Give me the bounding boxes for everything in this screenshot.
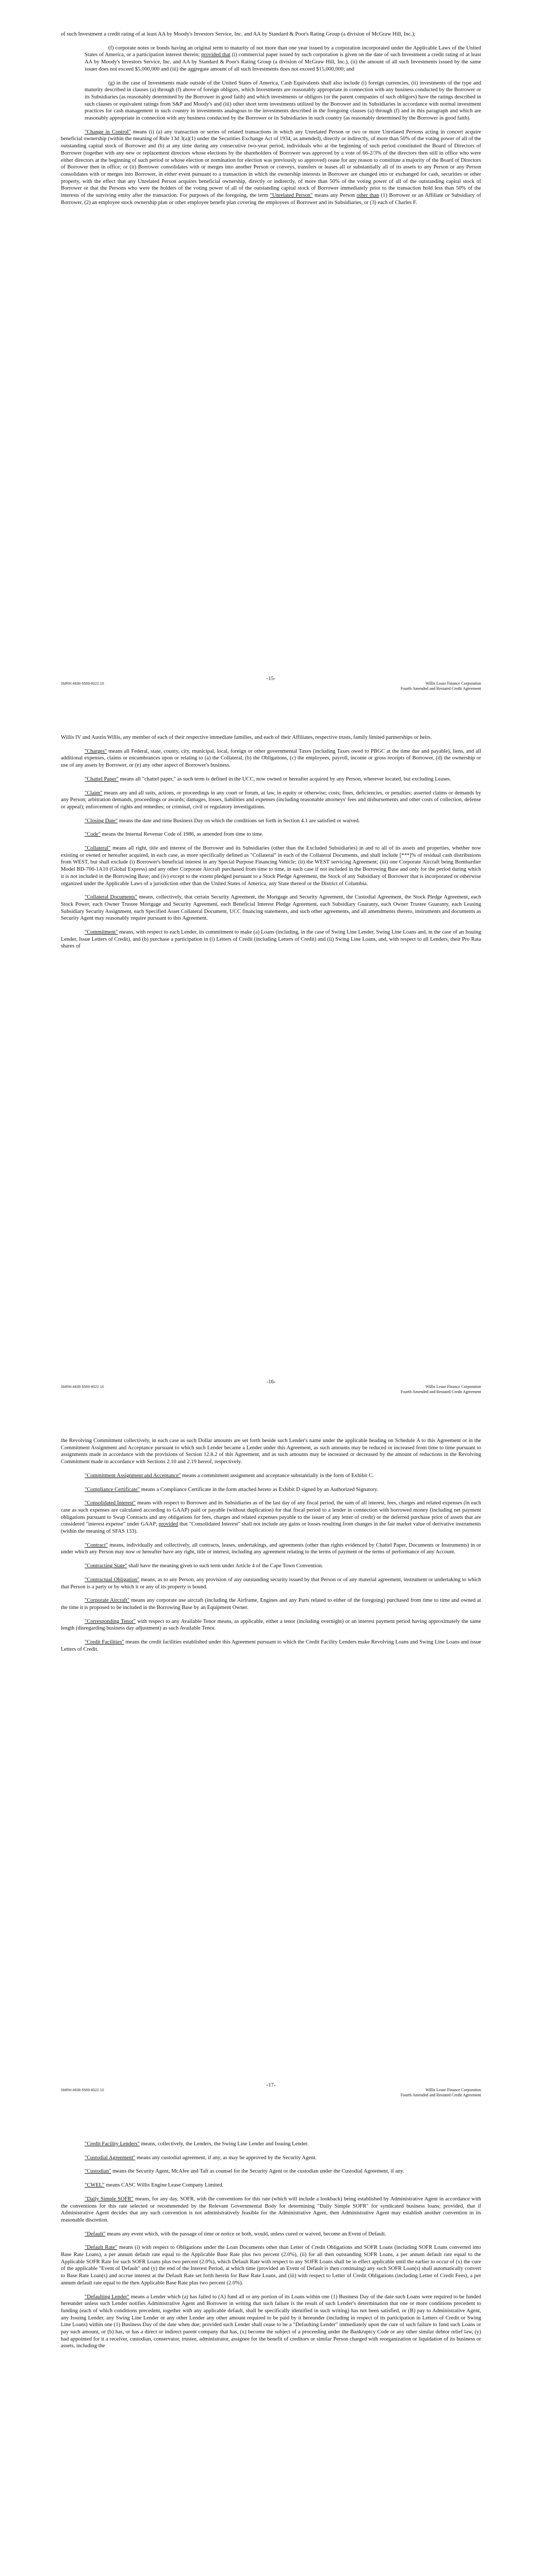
- definition-chattel-paper: "Chattel Paper" means all "chattel paper," as such term is defined in the UCC, now owned or hereafter acquired by any Person, wherever located, but excluding Leases.: [85, 776, 451, 782]
- footer-company-block: Willis Lease Finance Corporation Fourth Amended and Restated Credit Agreement: [400, 2088, 481, 2097]
- definition-consolidated-interest: "Consolidated Interest" means with respect to Borrower and its Subsidiaries as of the last day of any fiscal period, the sum of all interest, fees, charges and related expenses (in each case as such expenses are calculated according to GAAP) paid or payable (without duplication) for that fiscal period to a lender in connection with borrowed money (including net payment obligations pursuant to Swap Contracts and any obligations for fees, charges and related expenses payable to the issuer of any letter of credit) or the deferred purchase price of assets that are considered "interest expense" under GAAP; provided that "Consolidated Interest" shall not include any gains or losses resulting from changes in the fair market value of derivative instruments (within the meaning of SFAS 133).: [61, 1500, 481, 1535]
- definition-custodial-agreement: "Custodial Agreement" means any custodial agreement, if any, as may be approved by the Security Agent.: [85, 2155, 317, 2161]
- footer-company-block: Willis Lease Finance Corporation Fourth Amended and Restated Credit Agreement: [400, 681, 481, 691]
- definition-charges: "Charges" means all Federal, state, county, city, municipal, local, foreign or other governmental Taxes (including Taxes owed to PBGC at the time due and payable), liens, and all additional expenses, claims or encumbrances upon or relating to (a) the Collateral, (b) the Obligations, (c) the employees, payroll, income or gross receipts of Borrower, (d) the ownership or use of any assets by Borrower, or (e) any other aspect of Borrower's business.: [61, 748, 481, 769]
- definition-corporate-aircraft: "Corporate Aircraft" means any corporate use aircraft (including the Airframe, Engines and any Parts related to either of the foregoing) purchased from time to time and owned at the time it is proposed to be included in the Borrowing Base by an Equipment Owner.: [61, 1598, 481, 1611]
- page-footer: [61, 1379, 481, 1395]
- clause-f: (f) corporate notes or bonds having an original term to maturity of not more than one year issued by a corporation incorporated under the Applicable Laws of the United States of America, or a participation interest therein; provided that (i) commercial paper issued by such corporation is given on the date of such Investment a credit rating of at least AA by Moody's Investors Service, Inc. and AA by Standard & Poor's Rating Group (a division of McGraw Hill, Inc.), (ii) the amount of all such Investments issued by the same issuer does not exceed $5,000,000 and (iii) the aggregate amount of all such Investments does not exceed $15,000,000; and: [85, 45, 481, 72]
- definition-corresponding-tenor: "Corresponding Tenor" with respect to any Available Tenor means, as applicable, either a tenor (including overnight) or an interest payment period having approximately the same length (disregarding business day adjustment) as such Available Tenor.: [61, 1618, 481, 1632]
- definition-contracting-state: "Contracting State" shall have the meaning given to such term under Article 4 of the Cape Town Convention.: [85, 1563, 323, 1569]
- definition-contract: "Contract" means, individually and collectively, all contracts, leases, undertakings, and agreements (other than rights evidenced by Chattel Paper, Documents or Instruments) in or under which any Person may now or hereafter have any right, title or interest, including any agreement relating to the terms of payment or the terms of performance of any Account.: [61, 1542, 481, 1555]
- definition-cwel: "CWEL" means CASC Willis Engine Lease Company Limited.: [85, 2182, 224, 2189]
- definition-collateral: "Collateral" means all right, title and interest of the Borrower and its Subsidiaries (other than the Excluded Subsidiaries) in and to all of its assets and properties, whether now existing or owned or hereafter acquired, in each case, as more specifically defined as "Collateral" in each of the Collateral Documents, and shall include [***]% of residual cash distributions from WEST, but shall exclude (i) Borrower's beneficial interest in any Special Purpose Financing Vehicle; (ii) the WEST servicing Agreement; (iii) one Corporate Aircraft being Bombardier Model BD-700-1A10 (Global Express) and any other Corporate Aircraft purchased from time to time, in each case if not included in the Borrowing Base and only for the period during which it is not included in the Borrowing Base; and (iv) except to the extent pledged pursuant to a Stock Pledge Agreement, the Stock of any Subsidiary of Borrower that is incorporated or otherwise organized under the Applicable Laws of a jurisdiction other than the United States of America, any State thereof or the District of Columbia.: [61, 845, 481, 887]
- definition-claim: "Claim" means any and all suits, actions, or proceedings in any court or forum, at law, in equity or otherwise; costs; fines, deficiencies, or penalties; asserted claims or demands by any Person; arbitration demands, proceedings or awards; damages, losses, liabilities and expenses (including reasonable attorneys' fees and disbursements and other costs of collection, defense or appeal); enforcement of rights and remedies; or criminal, civil or regulatory investigations.: [61, 790, 481, 810]
- definition-commitment: "Commitment" means, with respect to each Lender, its commitment to make (a) Loans (including, in the case of Swing Line Lender, Swing Line Loans and, in the case of an Issuing Lender, Issue Letters of Credit), and (b) purchase a participation in (i) Letters of Credit (including Letters of Credit) and (ii) Swing Line Loans, and, with respect to all Lenders, their Pro Rata shares of: [61, 929, 481, 950]
- page-number: -16-: [266, 1379, 276, 1385]
- footer-company-block: Willis Lease Finance Corporation Fourth Amended and Restated Credit Agreement: [400, 1384, 481, 1394]
- definition-commitment-assignment: "Commitment Assignment and Acceptance" means a commitment assignment and acceptance substantially in the form of Exhibit C.: [85, 1472, 374, 1479]
- definition-compliance-certificate: "Compliance Certificate" means a Compliance Certificate in the form attached hereto as Exhibit D signed by an Authorized Signatory.: [85, 1486, 378, 1493]
- definition-default: "Default" means any event which, with the passage of time or notice or both, would, unless cured or waived, become an Event of Default.: [85, 2231, 386, 2237]
- paragraph: of such Investment a credit rating of at least AA by Moody's Investors Service, Inc. and AA by Standard & Poor's Rating Group (a division of McGraw Hill, Inc.);: [61, 31, 416, 37]
- page-footer: [61, 2082, 481, 2098]
- page-number: -17-: [266, 2082, 276, 2088]
- definition-closing-date: "Closing Date" means the date and time Business Day on which the conditions set forth in Section 4.1 are satisfied or waived.: [85, 818, 360, 824]
- page-16: [0, 703, 544, 1406]
- page-15: [0, 0, 544, 703]
- doc-id: SMRH:4838-5569-8022.10: [61, 682, 104, 686]
- definition-credit-facility-lenders: "Credit Facility Lenders" means, collectively, the Lenders, the Swing Line Lender and Issuing Lender.: [85, 2141, 309, 2147]
- doc-id: SMRH:4838-5569-8022.10: [61, 2089, 104, 2092]
- page-17: [0, 1406, 544, 2110]
- paragraph: the Revolving Commitment collectively, in each case as such Dollar amounts are set forth beside such Lender's name under the applicable heading on Schedule A to this Agreement or in the Commitment Assignment and Acceptance pursuant to which such Lender became a Lender under this Agreement, as such amounts may be reduced or increased from time to time pursuant to assignments made in accordance with the provisions of Section 12.8.2 of this Agreement, and as such amounts may be increased or decreased by the amount of reductions in the Revolving Commitment made in accordance with Sections 2.10 and 2.19 hereof, respectively.: [61, 1438, 481, 1465]
- definition-contractual-obligation: "Contractual Obligation" means, as to any Person, any provision of any outstanding security issued by that Person or of any material agreement, instrument or undertaking to which that Person is a party or by which it or any of its property is bound.: [61, 1577, 481, 1590]
- definition-defaulting-lender: "Defaulting Lender" means a Lender which (a) has failed to (A) fund all or any portion of its Loans within one (1) Business Day of the date such Loans were required to be funded hereunder unless such Lender notifies Administrative Agent and Borrower in writing that such failure is the result of such Lender's determination that one or more conditions precedent to funding (each of which conditions precedent, together with any applicable default, shall be specifically identified in such writing) has not been satisfied, or (B) pay to Administrative Agent, any Issuing Lender, any Swing Line Lender or any other Lender any other amount required to be paid by it hereunder (including in respect of its participation in Letters of Credit or Swing Line Loans) within one (1) Business Day of the date when due; provided such Lender shall cease to be a "Defaulting Lender" immediately upon the cure of such failure to fund such Loans or pay such amount, or (b) has, or has a direct or indirect parent company that has, (x) become the subject of a proceeding under the Bankruptcy Code or any other similar debtor relief law, (y) had appointed for it a receiver, custodian, conservator, trustee, administrator, assignee for the benefit of creditors or similar Person charged with reorganization or liquidation of its business or assets, including the: [61, 2294, 481, 2349]
- page-footer: [61, 676, 481, 691]
- doc-id: SMRH:4838-5569-8022.10: [61, 1385, 104, 1389]
- definition-custodian: "Custodian" means the Security Agent, McAfee and Taft as counsel for the Security Agent or the custodian under the Custodial Agreement, if any.: [85, 2168, 404, 2175]
- paragraph: Willis IV and Austin Willis, any member of each of their respective immediate families, and each of their Affiliates, respective trusts, family limited partnerships or heirs.: [61, 735, 432, 740]
- definition-change-in-control: "Change in Control" means (i) (a) any transaction or series of related transactions in which any Unrelated Person or two or more Unrelated Persons acting in concert acquire beneficial ownership (within the meaning of Rule 13d 3(a)(1) under the Securities Exchange Act of 1934, as amended), directly or indirectly, of more than 50% of the voting power of all of the outstanding capital stock of Borrower and (b) at any time during any consecutive two-year period, individuals who at the beginning of such period constituted the Board of Directors of Borrower (together with any new or replacement directors whose elections by the shareholders of Borrower was approved by a vote of 66-2/3% of the directors then still in office who were either directors at the beginning of such period or whose election or nomination for election was previously so approved) cease for any reason to constitute a majority of the Board of Directors of Borrower then in office; or (ii) Borrower consolidates with or merges into another Person or conveys, transfers or leases all or substantially all of its assets to any Person or any Person consolidates with or merges into Borrower, in either event pursuant to a transaction in which the ownership interests in Borrower are changed into or exchanged for cash, securities or other property, with the effect that any Unrelated Person acquires beneficial ownership, directly or indirectly, of more than 50% of the voting power of all of the outstanding capital stock of Borrower or that the Persons who were the holders of the voting power of all of the outstanding capital stock of Borrower immediately prior to the transaction hold less than 50% of the interests of the surviving entity after the transaction. For purposes of the foregoing, the term "Unrelated Person" means any Person other than (1) Borrower or an Affiliate or Subsidiary of Borrower, (2) an employee stock ownership plan or other employee benefit plan covering the employees of Borrower and its Subsidiaries, or (3) each of Charles F.: [61, 129, 481, 206]
- definition-daily-simple-sofr: "Daily Simple SOFR" means, for any day, SOFR, with the conventions for this rate (which will include a lookback) being established by Administrative Agent in accordance with the conventions for this rate selected or recommended by the Relevant Governmental Body for determining "Daily Simple SOFR" for syndicated business loans; provided, that if Administrative Agent decides that any such convention is not administratively feasible for the Administrative Agent, then Administrative Agent may establish another convention in its reasonable discretion.: [61, 2196, 482, 2223]
- definition-code: "Code" means the Internal Revenue Code of 1986, as amended from time to time.: [85, 832, 263, 838]
- page-18: [0, 2110, 544, 2576]
- definition-credit-facilities: "Credit Facilities" means the credit facilities established under this Agreement pursuant to which the Credit Facility Lenders make Revolving Loans and Swing Line Loans and issue Letters of Credit.: [61, 1639, 481, 1652]
- clause-g: (g) in the case of Investments made outside of the United States of America, Cash Equivalents shall also include (i) foreign currencies, (ii) investments of the type and maturity described in clauses (a) through (f) above of foreign obligors, which Investments are reasonably appropriate in connection with any business conducted by the Borrower or its Subsidiaries (as reasonably determined by the Borrower in good faith) and which investments or obligors (or the parent companies of such obligors) have the ratings described in such clauses or equivalent ratings from S&P and Moody's and (iii) other short term investments utilized by the Borrower and its Subsidiaries in accordance with normal investment practices for cash management in such country in investments analogous to the investments described in the foregoing clauses (a) through (f) and in this paragraph and which are reasonably appropriate in connection with any business conducted by the Borrower or its Subsidiaries in such country (as reasonably determined by the Borrower in good faith).: [85, 80, 481, 122]
- definition-collateral-documents: "Collateral Documents" means, collectively, that certain Security Agreement, the Mortgage and Security Agreement, the Custodial Agreement, the Stock Pledge Agreement, each Stock Power, each Owner Trustee Mortgage and Security Agreement, each Beneficial Interest Pledge Agreement, each Subsidiary Guaranty, each Owner Trustee Guaranty, each Leasing Subsidiary Security Assignment, each Specified Asset Collateral Document, UCC financing statements, and such other agreements, and all amendments thereto, instruments and documents as Security Agent may reasonably require pursuant to this Agreement.: [61, 894, 481, 922]
- definition-default-rate: "Default Rate" means (i) with respect to Obligations under the Loan Documents other than Letter of Credit Obligations and SOFR Loans (including SOFR Loans converted into Base Rate Loans), a per annum default rate equal to the Applicable Base Rate plus two percent (2.0%), (ii) for all then outstanding SOFR Loans, a per annum default rate equal to the Applicable SOFR Rate for such SOFR Loans plus two percent (2.0%), which Default Rate with respect to any SOFR Loans shall be in effect applicable until the earlier to occur of (x) the cure of the applicable "Event of Default" and (y) the end of the Interest Period, at which time (provided an Event of Default is then continuing) any such SOFR Loan(s) shall automatically convert to Base Rate Loan(s) and accrue interest at the Default Rate set forth herein for Base Rate Loans, and (iii) with respect to Letter of Credit Obligations (including Letter of Credit Fees), a per annum default rate equal to the then Applicable Base Rate plus two percent (2.0%).: [61, 2245, 481, 2286]
- page-number: -15-: [266, 676, 276, 682]
